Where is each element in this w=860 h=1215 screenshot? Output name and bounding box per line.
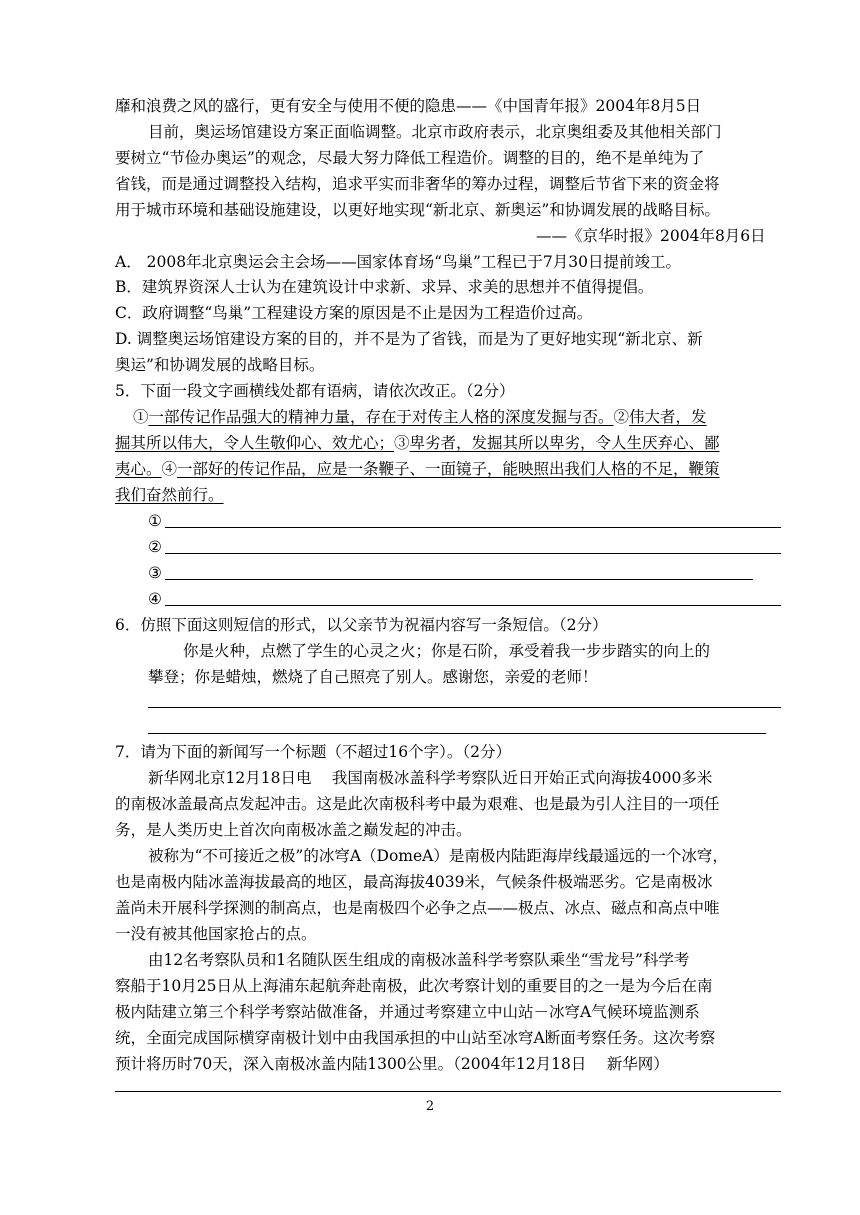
news-line: 预计将历时70天，深入南极冰盖内陆1300公里。（2004年12月18日 新华网） [115, 1055, 669, 1073]
option-d-cont: 奥运”和协调发展的战略目标。 [115, 356, 325, 374]
footer-rule [115, 1091, 781, 1092]
option-b: B．建筑界资深人士认为在建筑设计中求新、求异、求美的思想并不值得提倡。 [115, 278, 654, 296]
news-line: 极内陆建立第三个科学考察站做准备，并通过考察建立中山站－冰穹A气候环境监测系 [115, 1003, 700, 1021]
answer-mark-4: ④ [148, 590, 162, 608]
news-line: 由12名考察队员和1名随队医生组成的南极冰盖科学考察队乘坐“雪龙号”科学考 [148, 951, 690, 969]
passage-line: 要树立“节俭办奥运”的观念，尽最大努力降低工程造价。调整的目的，绝不是单纯为了 [115, 149, 705, 167]
news-line: 务，是人类历史上首次向南极冰盖之巅发起的冲击。 [115, 821, 472, 839]
option-d: D. 调整奥运场馆建设方案的目的，并不是为了省钱，而是为了更好地实现“新北京、新 [115, 330, 703, 348]
q6-answer-line-2[interactable] [148, 733, 766, 734]
question-5-stem: 5．下面一段文字画横线处都有语病，请依次改正。（2分） [115, 382, 515, 400]
news-line: 察船于10月25日从上海浦东起航奔赴南极，此次考察计划的重要目的之一是为今后在南 [115, 977, 713, 995]
q5-text-line: 掘其所以伟大，令人生敬仰心、效尤心；③卑劣者，发掘其所以卑劣，令人生厌弃心、鄙 [115, 434, 720, 452]
q6-sample-line: 你是火种，点燃了学生的心灵之火；你是石阶，承受着我一步步踏实的向上的 [183, 642, 711, 660]
answer-line-3[interactable] [165, 579, 753, 580]
option-c: C．政府调整“鸟巢”工程建设方案的原因是不止是因为工程造价过高。 [115, 304, 593, 322]
passage-line: 用于城市环境和基础设施建设，以更好地实现“新北京、新奥运”和协调发展的战略目标。 [115, 201, 720, 219]
q5-text-line: 夷心。④一部好的传记作品，应是一条鞭子、一面镜子，能映照出我们人格的不足，鞭策 [115, 460, 720, 478]
answer-mark-3: ③ [148, 564, 162, 582]
answer-line-4[interactable] [165, 605, 781, 606]
news-line: 的南极冰盖最高点发起冲击。这是此次南极科考中最为艰难、也是最为引人注目的一项任 [115, 795, 720, 813]
passage-line: 目前，奥运场馆建设方案正面临调整。北京市政府表示，北京奥组委及其他相关部门 [148, 123, 722, 141]
q5-text-line: 我们奋然前行。 [115, 486, 224, 504]
option-a: A． 2008年北京奥运会主会场——国家体育场“鸟巢”工程已于7月30日提前竣工。 [115, 253, 682, 271]
news-line: 新华网北京12月18日电 我国南极冰盖科学考察队近日开始正式向海拔4000多米 [148, 769, 713, 787]
answer-mark-1: ① [148, 512, 162, 530]
news-line: 统，全面完成国际横穿南极计划中由我国承担的中山站至冰穹A断面考察任务。这次考察 [115, 1029, 716, 1047]
question-7-stem: 7．请为下面的新闻写一个标题（不超过16个字）。（2分） [115, 743, 511, 761]
q5-text-line: ①一部传记作品强大的精神力量，存在于对传主人格的深度发掘与否。②伟大者，发 [133, 408, 707, 426]
news-line: 被称为“不可接近之极”的冰穹A（DomeA）是南极内陆距海岸线最遥远的一个冰穹， [148, 847, 728, 865]
passage-line: 靡和浪费之风的盛行，更有安全与使用不便的隐患——《中国青年报》2004年8月5日 [115, 97, 702, 115]
passage-source: ——《京华时报》2004年8月6日 [536, 227, 766, 245]
news-line: 也是南极内陆冰盖海拔最高的地区，最高海拔4039米，气候条件极端恶劣。它是南极冰 [115, 873, 713, 891]
news-line: 盖尚未开展科学探测的制高点，也是南极四个必争之点——极点、冰点、磁点和高点中唯 [115, 899, 720, 917]
passage-line: 省钱，而是通过调整投入结构，追求平实而非奢华的筹办过程，调整后节省下来的资金将 [115, 175, 720, 193]
q6-answer-line-1[interactable] [148, 707, 781, 708]
question-6-stem: 6．仿照下面这则短信的形式，以父亲节为祝福内容写一条短信。（2分） [115, 616, 608, 634]
answer-line-2[interactable] [165, 553, 781, 554]
page-number: 2 [425, 1099, 435, 1114]
answer-line-1[interactable] [165, 527, 781, 528]
answer-mark-2: ② [148, 538, 162, 556]
news-line: 一没有被其他国家抢占的点。 [115, 925, 317, 943]
q6-sample-line: 攀登；你是蜡烛，燃烧了自己照亮了别人。感谢您，亲爱的老师！ [148, 668, 598, 686]
